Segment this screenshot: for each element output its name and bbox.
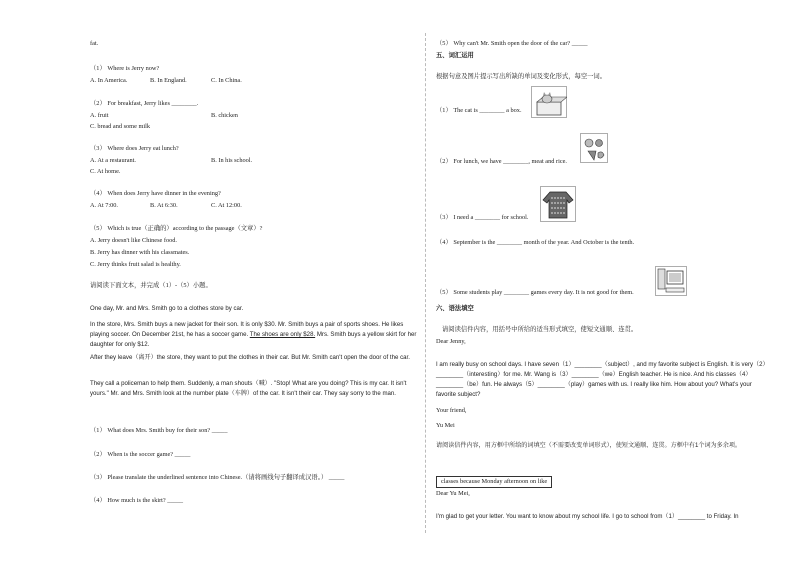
letter-1-signature: Yu Mei	[436, 422, 455, 429]
vocab-question-3: （3） I need a ________ for school.	[436, 214, 529, 221]
option-3c: C. At home.	[90, 168, 121, 175]
underlined-sentence: The shoes are only $28.	[249, 331, 316, 338]
reading-instruction: 请阅读下面文本，并完成（1）-（5）小题。	[90, 282, 212, 289]
passage-end: fat.	[90, 40, 99, 47]
question-3: （3） Where does Jerry eat lunch?	[90, 145, 179, 152]
letter-2-greeting: Dear Yu Mei,	[436, 490, 470, 497]
reading-question-1: （1） What does Mrs. Smith buy for their son? _____	[90, 427, 228, 434]
option-1b: B. In England.	[150, 77, 187, 84]
option-2b: B. chicken	[211, 112, 238, 119]
letter-1-closing: Your friend,	[436, 407, 467, 414]
option-4a: A. At 7:00.	[90, 202, 118, 209]
vocab-question-4: （4） September is the ________ month of the year. And October is the tenth.	[436, 239, 635, 246]
option-3a: A. At a restaurant.	[90, 157, 136, 164]
option-1c: C. In China.	[211, 77, 242, 84]
option-2a: A. fruit	[90, 112, 109, 119]
reading-question-2: （2） When is the soccer game? _____	[90, 451, 191, 458]
section-6-instruction-1: 请阅读信件内容，用括号中所给的适当形式填空，使短文通顺、连贯。	[442, 326, 638, 333]
section-5-instruction: 根据句意及图片提示写出所缺的单词及变化形式，每空一词。	[436, 73, 607, 80]
question-5: （5） Which is true（正确的）according to the passage（文章）?	[90, 225, 263, 232]
section-6-heading: 六、语法填空	[436, 305, 474, 312]
option-1a: A. In America.	[90, 77, 128, 84]
reading-question-4: （4） How much is the skirt? _____	[90, 497, 184, 504]
question-4: （4） When does Jerry have dinner in the evening?	[90, 190, 221, 197]
passage-para-2-text-a: In the store, Mrs. Smith buys a new jacket for their son. It is only $30. Mr. Smith buys a pair of sports shoes. He likes playing soccer. On December 21st, he has a soccer game.	[90, 321, 404, 338]
vocab-question-2: （2） For lunch, we have ________, meat and rice.	[436, 158, 567, 165]
page-divider	[425, 33, 426, 533]
reading-question-5: （5） Why can't Mr. Smith open the door of the car? _____	[436, 40, 588, 47]
letter-1-body: I am really busy on school days. I have seven（1）________（subject）, and my favorite subject is English. It is very（2）________（interesting）for me. Mr. Wang is（3）________（we）English teacher. He is nice. And his classes（4）________（be）fun. He always（5）________（play）games with us. I really like him. How about you? What's your favorite subject?	[436, 361, 769, 398]
vegetables-picture	[580, 133, 608, 163]
option-4b: B. At 6:30.	[150, 202, 178, 209]
section-5-heading: 五、词汇运用	[436, 52, 474, 59]
option-3b: B. In his school.	[211, 157, 253, 164]
option-5c: C. Jerry thinks fruit salad is healthy.	[90, 261, 181, 268]
letter-1-greeting: Dear Jenny,	[436, 338, 466, 345]
option-5b: B. Jerry has dinner with his classmates.	[90, 249, 190, 256]
cat-in-box-picture	[531, 86, 567, 118]
word-box: classes because Monday afternoon on like	[436, 476, 552, 488]
passage-para-1: One day, Mr. and Mrs. Smith go to a clothes store by car.	[90, 305, 244, 312]
computer-picture	[655, 266, 687, 296]
option-4c: C. At 12:00.	[211, 202, 242, 209]
question-1: （1） Where is Jerry now?	[90, 65, 160, 72]
letter-2-body: I'm glad to get your letter. You want to know about my school life. I go to school from（1）________ to Friday. In	[436, 513, 739, 520]
option-2c: C. bread and some milk	[90, 123, 150, 130]
vocab-question-5: （5） Some students play ________ games every day. It is not good for them.	[436, 289, 634, 296]
option-5a: A. Jerry doesn't like Chinese food.	[90, 237, 178, 244]
reading-question-3: （3） Please translate the underlined sentence into Chinese.（请将画线句子翻译成汉语。） _____	[90, 474, 345, 481]
section-6-instruction-2: 请阅读信件内容，用方框中所给的词填空（不需要改变单词形式），使短文通顺、连贯。方框中有1个词为多余项。	[436, 442, 742, 449]
passage-para-3: After they leave（离开）the store, they want to put the clothes in their car. But Mr. Smith can't open the door of the car.	[90, 354, 410, 361]
question-2: （2） For breakfast, Jerry likes ________.	[90, 100, 199, 107]
sweater-picture	[540, 186, 576, 222]
passage-para-4: They call a policeman to help them. Suddenly, a man shouts（喊）. "Stop! What are you doing? This is my car. It isn't yours." Mr. and Mrs. Smith look at the number plate（车牌）of the car. It isn't their car. They say sorry to the man.	[90, 380, 407, 397]
passage-para-2-text-b: Mrs. Smith buys a yellow skirt for her daughter for only $12.	[90, 331, 417, 348]
passage-para-2	[90, 320, 418, 350]
vocab-question-1: （1） The cat is ________ a box.	[436, 107, 522, 114]
